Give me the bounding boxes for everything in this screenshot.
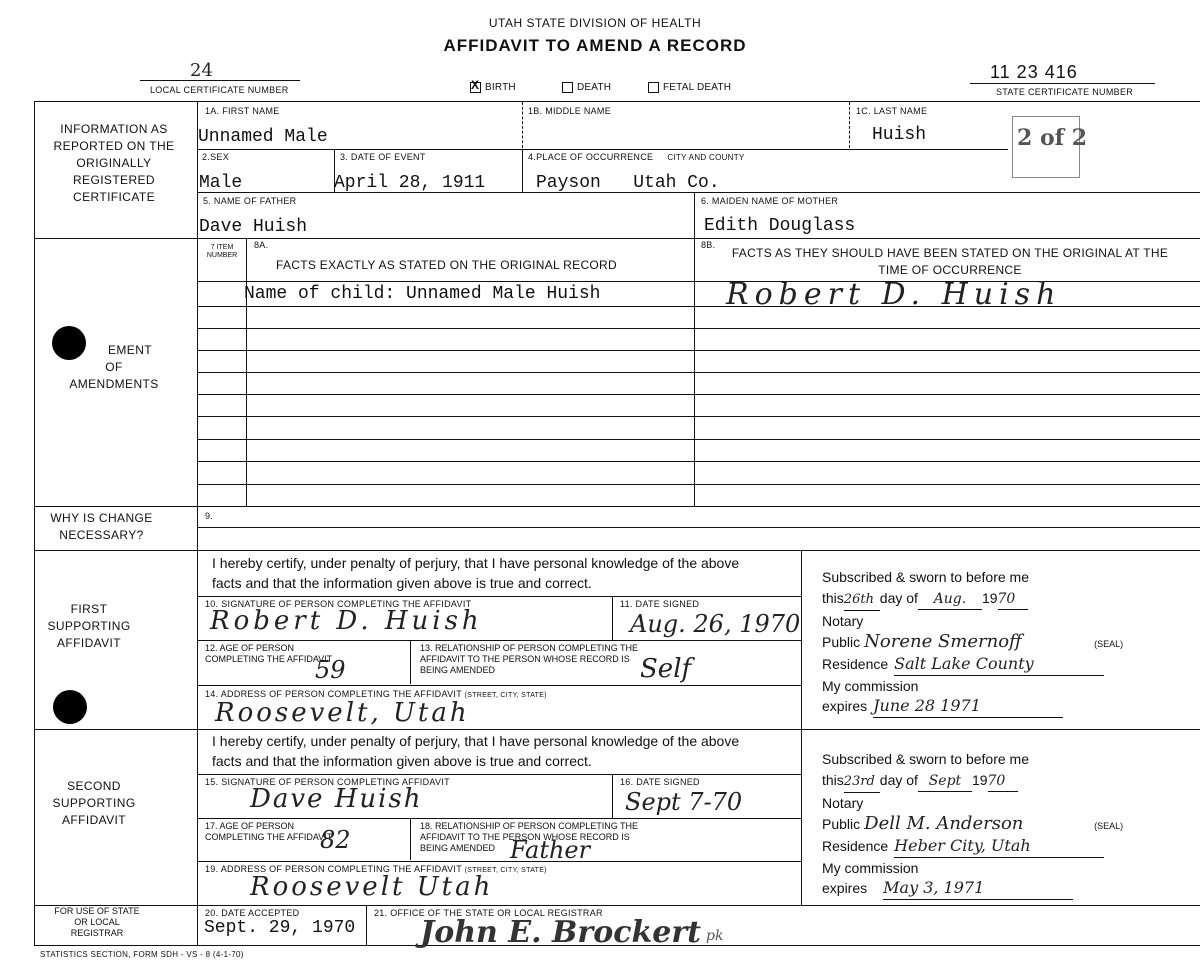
state-cert-line (970, 83, 1155, 84)
aff2-statement: I hereby certify, under penalty of perjury, that I have personal knowledge of the above facts and that the information given above is true and correct. (212, 733, 740, 769)
accepted-label: 20. DATE ACCEPTED (205, 908, 300, 918)
first-name-label: 1A. FIRST NAME (205, 106, 280, 116)
aff2-sig-top (198, 774, 801, 775)
aff2-rel-value: Father (510, 836, 591, 864)
grid-left (34, 101, 35, 945)
amend-row-line-3 (198, 328, 1200, 329)
mother-value: Edith Douglass (704, 216, 856, 236)
item-number-label: 7 ITEM NUMBER (206, 244, 238, 259)
grid-sep-aff2 (34, 905, 1200, 906)
aff2-expires-value: May 3, 1971 (883, 878, 1073, 900)
name-divider-1 (522, 102, 523, 148)
col-a-header: FACTS EXACTLY AS STATED ON THE ORIGINAL RECORD (276, 258, 617, 272)
aff1-day-of: day of (879, 589, 918, 606)
amend-row-line-7 (198, 416, 1200, 417)
section-label-info: INFORMATION AS REPORTED ON THE ORIGINALLY REGISTERED CERTIFICATE (53, 122, 175, 204)
local-cert-label: LOCAL CERTIFICATE NUMBER (150, 85, 289, 95)
last-name-label: 1C. LAST NAME (856, 106, 928, 116)
place-label-text: 4.PLACE OF OCCURRENCE (528, 152, 654, 162)
aff1-age-value: 59 (315, 656, 346, 684)
form-footer: STATISTICS SECTION, FORM SDH - VS - 8 (4-1-70) (40, 950, 244, 959)
type-death (562, 82, 611, 93)
aff1-sig-date-divider (612, 596, 613, 640)
amend-row-line-9 (198, 461, 1200, 462)
col-b-header: FACTS AS THEY SHOULD HAVE BEEN STATED ON THE ORIGINAL AT THE TIME OF OCCURRENCE (731, 246, 1169, 277)
section-label-second: SECOND SUPPORTING AFFIDAVIT (52, 779, 136, 827)
date-label: 3. DATE OF EVENT (340, 152, 426, 162)
aff2-age-value: 82 (320, 826, 351, 854)
office-label: 21. OFFICE OF THE STATE OR LOCAL REGISTRAR (374, 908, 603, 918)
amend-original-value: Name of child: Unnamed Male Huish (244, 284, 601, 304)
amend-corrected-value: Robert D. Huish (726, 277, 1062, 312)
why-number: 9. (205, 511, 214, 521)
aff1-public-label: Public (822, 633, 861, 650)
aff2-addr-sub: (STREET, CITY, STATE) (464, 867, 547, 874)
aff2-rel-label: 18. RELATIONSHIP OF PERSON COMPLETING THE AFFIDAVIT TO THE PERSON WHOSE RECORD IS BEING AMENDED (420, 821, 639, 853)
aff2-commission: My commission (822, 859, 919, 876)
aff2-signature: Dave Huish (250, 784, 423, 814)
father-value: Dave Huish (199, 217, 308, 237)
accepted-value: Sept. 29, 1970 (204, 918, 356, 938)
aff2-date-value: Sept 7-70 (625, 788, 743, 816)
aff1-age-rel-divider (410, 640, 411, 684)
aff1-notary-date-line (822, 588, 1192, 612)
amend-row-line-5 (198, 372, 1200, 373)
col-a-number: 8A. (254, 240, 269, 250)
state-cert-number: 11 23 416 (990, 62, 1078, 82)
middle-name-label: 1B. MIDDLE NAME (528, 106, 612, 116)
amend-row-line-10 (198, 484, 1200, 485)
aff2-month: Sept (918, 771, 972, 793)
aff1-signature: Robert D. Huish (210, 606, 483, 636)
section-label-first: FIRST SUPPORTING AFFIDAVIT (47, 602, 131, 650)
aff1-addr-sub: (STREET, CITY, STATE) (464, 692, 547, 699)
aff2-expires-line (822, 878, 1192, 900)
aff2-notary-block (822, 749, 1192, 900)
aff2-expires-label: expires (822, 880, 868, 896)
aff1-rel-value: Self (640, 654, 692, 684)
registrar-signature: John E. Brockert (420, 915, 702, 950)
aff2-residence-value: Heber City, Utah (894, 836, 1104, 858)
aff1-addr-top (198, 685, 801, 686)
grid-sep-info (34, 238, 1200, 239)
punch-hole-bottom (53, 690, 87, 724)
form-title: AFFIDAVIT TO AMEND A RECORD (443, 36, 747, 55)
aff2-notary-col (801, 729, 802, 905)
sex-label: 2.SEX (202, 152, 230, 162)
aff1-age-label: 12. AGE OF PERSON COMPLETING THE AFFIDAVIT (205, 643, 333, 664)
aff1-rel-label: 13. RELATIONSHIP OF PERSON COMPLETING THE AFFIDAVIT TO THE PERSON WHOSE RECORD IS BEING AMENDED (420, 643, 639, 675)
aff1-commission: My commission (822, 677, 919, 694)
aff2-sig-label: 15. SIGNATURE OF PERSON COMPLETING AFFIDAVIT (205, 777, 450, 787)
page-count-box (1012, 116, 1088, 178)
aff1-residence-label: Residence (822, 656, 889, 672)
fetal-label: FETAL DEATH (663, 82, 732, 94)
death-label: DEATH (577, 82, 612, 94)
aff2-day-of: day of (879, 771, 918, 788)
aff1-residence-line (822, 654, 1192, 676)
aff1-notary-col (801, 550, 802, 729)
place-label (528, 152, 745, 162)
aff2-age-label: 17. AGE OF PERSON COMPLETING THE AFFIDAVIT (205, 821, 333, 842)
aff1-notary-block (822, 567, 1192, 718)
row-sep-father (198, 192, 1200, 193)
row-sep-sex (198, 149, 1008, 150)
punch-hole-top (52, 326, 86, 360)
amend-row-line-6 (198, 394, 1200, 395)
aff1-this: this (822, 589, 844, 606)
aff1-statement: I hereby certify, under penalty of perjury, that I have personal knowledge of the above facts and that the information given above is true and correct. (212, 555, 740, 591)
registrar-initials: pk (706, 928, 724, 944)
sex-value: Male (199, 173, 243, 193)
local-cert-line (140, 80, 300, 81)
aff1-addr-value: Roosevelt, Utah (215, 698, 470, 728)
aff1-month: Aug. (918, 589, 982, 611)
aff2-year-prefix: 19 (971, 771, 988, 788)
aff1-sig-top (198, 596, 801, 597)
type-fetal-death (648, 82, 731, 93)
aff1-public-value: Norene Smernoff (864, 630, 1022, 652)
aff1-date-label: 11. DATE SIGNED (620, 599, 700, 609)
mother-label: 6. MAIDEN NAME OF MOTHER (701, 196, 839, 206)
last-name-value: Huish (872, 125, 927, 145)
type-birth (470, 78, 516, 94)
why-line (198, 527, 1200, 528)
aff1-public-line (822, 632, 1192, 655)
section-label-registrar: FOR USE OF STATE OR LOCAL REGISTRAR (54, 906, 140, 938)
statement-amendments: AMENDMENTS (69, 377, 159, 391)
fetal-checkbox (648, 82, 659, 93)
aff2-residence-label: Residence (822, 838, 889, 854)
agency-name: UTAH STATE DIVISION OF HEALTH (488, 16, 702, 30)
aff2-age-top (198, 818, 801, 819)
aff1-age-top (198, 640, 801, 641)
aff1-residence-value: Salt Lake County (894, 654, 1104, 676)
page-count-note: 2 of 2 (1017, 125, 1088, 151)
aff1-expires-value: June 28 1971 (873, 696, 1063, 718)
aff2-public-value: Dell M. Anderson (864, 812, 1024, 834)
statement-of: OF (105, 360, 123, 374)
aff2-addr-top (198, 861, 801, 862)
col-b-number: 8B. (701, 240, 716, 250)
aff1-seal: (SEAL) (1094, 638, 1124, 649)
birth-label: BIRTH (485, 82, 516, 94)
aff2-notary-line1: Subscribed & sworn to before me (822, 751, 1029, 767)
grid-top (34, 101, 1200, 102)
aff2-residence-line (822, 836, 1192, 858)
birth-checkbox (470, 78, 481, 93)
aff2-day: 23rd (844, 772, 880, 794)
aff2-this: this (822, 771, 844, 788)
aff1-sig-label: 10. SIGNATURE OF PERSON COMPLETING THE AFFIDAVIT (205, 599, 472, 609)
aff2-addr-label-text: 19. ADDRESS OF PERSON COMPLETING THE AFFIDAVIT (205, 864, 462, 874)
amend-row-line-8 (198, 439, 1200, 440)
father-label: 5. NAME OF FATHER (203, 196, 297, 206)
first-name-value: Unnamed Male (198, 127, 328, 147)
aff2-notary-date-line (822, 770, 1192, 794)
date-value: April 28, 1911 (334, 173, 486, 193)
aff1-expires-line (822, 696, 1192, 718)
place-sub-label: CITY AND COUNTY (667, 153, 745, 162)
statement-word: EMENT (108, 343, 152, 357)
aff1-notary-label: Notary (822, 613, 864, 629)
aff2-date-label: 16. DATE SIGNED (620, 777, 700, 787)
aff2-year: 70 (988, 771, 1018, 793)
aff2-public-label: Public (822, 815, 861, 832)
registrar-divider (366, 905, 367, 945)
aff1-year-prefix: 19 (981, 589, 998, 606)
birth-check-mark: X (471, 78, 480, 92)
name-divider-2 (849, 102, 850, 148)
aff1-year: 70 (998, 589, 1028, 611)
aff2-age-rel-divider (410, 818, 411, 860)
place-value: Payson Utah Co. (536, 173, 720, 193)
death-checkbox (562, 82, 573, 93)
aff1-expires-label: expires (822, 698, 868, 714)
aff2-public-line (822, 814, 1192, 837)
aff1-day: 26th (844, 590, 880, 612)
state-cert-label: STATE CERTIFICATE NUMBER (996, 87, 1134, 97)
aff2-notary-label: Notary (822, 795, 864, 811)
grid-sep-aff1 (34, 729, 1200, 730)
aff1-addr-label-text: 14. ADDRESS OF PERSON COMPLETING THE AFFIDAVIT (205, 689, 462, 699)
divider-date-place (522, 149, 523, 192)
amend-row-line-4 (198, 350, 1200, 351)
local-cert-number: 24 (190, 60, 213, 81)
aff2-addr-value: Roosevelt Utah (250, 872, 494, 902)
section-label-why: WHY IS CHANGE NECESSARY? (50, 511, 153, 542)
aff2-sig-date-divider (612, 774, 613, 818)
divider-father-mother (694, 192, 695, 238)
aff1-date-value: Aug. 26, 1970 (630, 610, 801, 638)
grid-sep-amend (34, 506, 1200, 507)
aff2-seal: (SEAL) (1094, 820, 1124, 831)
aff1-notary-line1: Subscribed & sworn to before me (822, 569, 1029, 585)
grid-sep-why (34, 550, 1200, 551)
